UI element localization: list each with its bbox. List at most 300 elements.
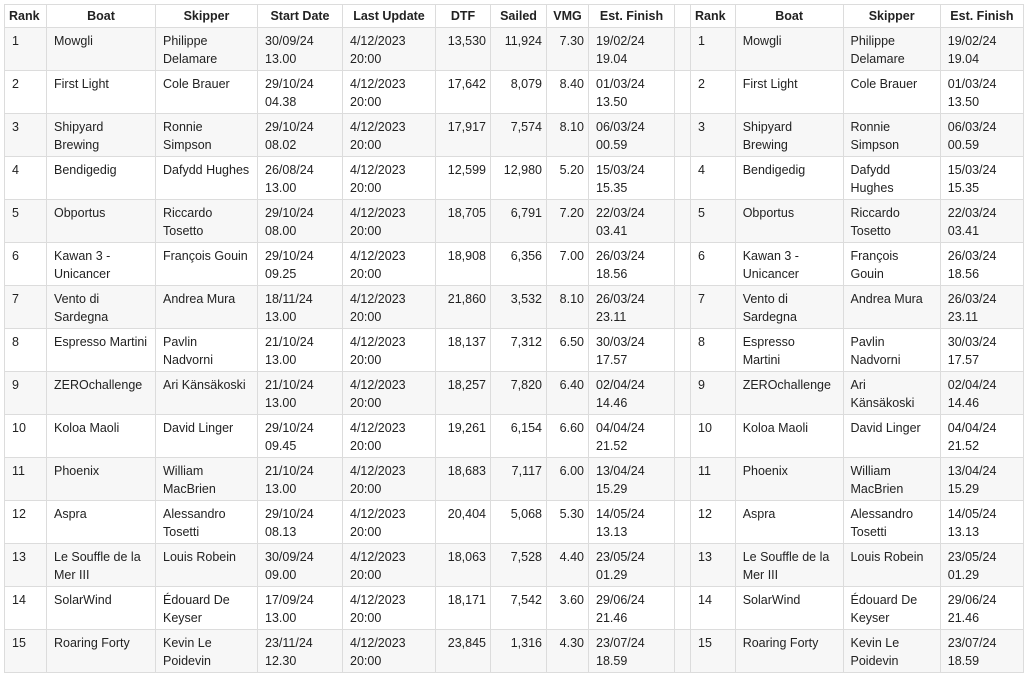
est-finish-line-2: 03.41 [947, 224, 980, 238]
skipper-line-2: MacBrien [163, 482, 216, 496]
rank-cell: 8 [691, 329, 736, 372]
est-finish-line-1: 23/07/24 [947, 636, 997, 650]
skipper-cell [156, 458, 258, 501]
est-finish-line-2: 15.29 [596, 482, 628, 496]
standings-table-duplicate [690, 4, 1024, 673]
skipper-line-1: William [850, 464, 891, 478]
last-update-line-1: 4/12/2023 [350, 335, 406, 349]
start-date-cell [258, 372, 343, 415]
last-update-cell [343, 243, 436, 286]
skipper-cell [156, 544, 258, 587]
est-finish-line-2: 14.46 [596, 396, 628, 410]
skipper-cell [156, 243, 258, 286]
start-date-line-1: 21/10/24 [265, 335, 314, 349]
skipper-line-1: Cole Brauer [850, 77, 918, 91]
last-update-line-2: 20:00 [350, 224, 382, 238]
sailed-cell: 5,068 [491, 501, 547, 544]
last-update-line-1: 4/12/2023 [350, 163, 406, 177]
est-finish-line-1: 13/04/24 [947, 464, 997, 478]
table-row[interactable] [691, 587, 1024, 630]
sailed-cell: 1,316 [491, 630, 547, 673]
boat-line-1: SolarWind [54, 593, 112, 607]
spacer-cell [675, 71, 691, 114]
boat-line-1: Vento di [54, 292, 100, 306]
boat-cell [47, 28, 156, 71]
start-date-line-2: 13.00 [265, 52, 297, 66]
table-row[interactable] [691, 114, 1024, 157]
start-date-cell [258, 71, 343, 114]
vmg-cell: 8.10 [547, 286, 589, 329]
last-update-line-2: 20:00 [350, 310, 382, 324]
est-finish-line-2: 21.52 [947, 439, 980, 453]
boat-line-1: Shipyard [742, 120, 793, 134]
skipper-line-2: Keyser [163, 611, 202, 625]
est-finish-line-1: 01/03/24 [596, 77, 645, 91]
col-header-dtf[interactable]: DTF [436, 5, 491, 28]
skipper-line-1: Édouard De [163, 593, 230, 607]
rank-cell: 6 [691, 243, 736, 286]
est-finish-line-2: 01.29 [596, 568, 628, 582]
est-finish-line-1: 23/05/24 [596, 550, 645, 564]
last-update-line-2: 20:00 [350, 611, 382, 625]
skipper-cell [156, 157, 258, 200]
header-row [691, 5, 1024, 28]
boat-line-1: SolarWind [742, 593, 801, 607]
boat-line-1: Obportus [54, 206, 106, 220]
skipper-line-1: Kevin Le [850, 636, 900, 650]
table-row[interactable] [691, 501, 1024, 544]
skipper-line-1: William [163, 464, 204, 478]
skipper-line-1: Philippe [850, 34, 895, 48]
skipper-line-1: Alessandro [163, 507, 226, 521]
rank-cell: 5 [5, 200, 47, 243]
table-row[interactable] [5, 501, 691, 544]
table-row[interactable] [5, 28, 691, 71]
table-row[interactable] [5, 372, 691, 415]
last-update-cell [343, 200, 436, 243]
boat-cell [47, 243, 156, 286]
table-row[interactable] [5, 243, 691, 286]
last-update-cell [343, 329, 436, 372]
skipper-line-1: Louis Robein [850, 550, 924, 564]
last-update-line-1: 4/12/2023 [350, 292, 406, 306]
dtf-cell: 18,137 [436, 329, 491, 372]
dtf-cell: 17,917 [436, 114, 491, 157]
rank-cell: 11 [5, 458, 47, 501]
start-date-line-1: 29/10/24 [265, 507, 314, 521]
col-header-boat[interactable]: Boat [735, 5, 843, 28]
est-finish-line-2: 00.59 [947, 138, 980, 152]
skipper-line-2: Delamare [850, 52, 905, 66]
table-row[interactable] [5, 200, 691, 243]
start-date-line-1: 29/10/24 [265, 206, 314, 220]
est-finish-line-1: 22/03/24 [596, 206, 645, 220]
spacer-cell [675, 458, 691, 501]
table-row[interactable] [691, 372, 1024, 415]
table-row[interactable] [691, 329, 1024, 372]
col-header-boat[interactable]: Boat [47, 5, 156, 28]
last-update-line-2: 20:00 [350, 525, 382, 539]
rank-cell: 9 [691, 372, 736, 415]
est-finish-cell [940, 587, 1023, 630]
skipper-line-1: François Gouin [850, 249, 899, 281]
skipper-line-1: Andrea Mura [163, 292, 236, 306]
boat-cell [47, 200, 156, 243]
last-update-line-1: 4/12/2023 [350, 34, 406, 48]
sailed-cell: 6,154 [491, 415, 547, 458]
col-header-rank[interactable]: Rank [5, 5, 47, 28]
skipper-line-1: Dafydd Hughes [163, 163, 250, 177]
vmg-cell: 5.20 [547, 157, 589, 200]
boat-cell [47, 71, 156, 114]
boat-line-1: Shipyard [54, 120, 104, 134]
est-finish-line-2: 13.50 [596, 95, 628, 109]
boat-cell [735, 587, 843, 630]
skipper-cell [156, 71, 258, 114]
est-finish-line-2: 14.46 [947, 396, 980, 410]
rank-cell: 4 [5, 157, 47, 200]
boat-line-1: Aspra [54, 507, 87, 521]
table-row[interactable] [5, 415, 691, 458]
dtf-cell: 18,705 [436, 200, 491, 243]
table-row[interactable] [691, 200, 1024, 243]
start-date-line-2: 12.30 [265, 654, 297, 668]
est-finish-line-1: 26/03/24 [596, 249, 645, 263]
last-update-line-2: 20:00 [350, 482, 382, 496]
est-finish-line-2: 13.50 [947, 95, 980, 109]
est-finish-line-2: 13.13 [596, 525, 628, 539]
boat-line-1: Espresso Martini [742, 335, 795, 367]
skipper-line-2: Keyser [850, 611, 890, 625]
est-finish-line-1: 02/04/24 [596, 378, 645, 392]
sailed-cell: 6,356 [491, 243, 547, 286]
boat-line-1: Obportus [742, 206, 795, 220]
col-header-last-update[interactable]: Last Update [343, 5, 436, 28]
est-finish-line-1: 13/04/24 [596, 464, 645, 478]
skipper-line-1: Pavlin [163, 335, 198, 349]
last-update-line-1: 4/12/2023 [350, 77, 406, 91]
boat-line-1: First Light [742, 77, 798, 91]
est-finish-line-2: 13.13 [947, 525, 980, 539]
boat-cell [735, 114, 843, 157]
start-date-line-2: 13.00 [265, 482, 297, 496]
est-finish-cell [589, 157, 675, 200]
last-update-cell [343, 157, 436, 200]
boat-line-1: Espresso Martini [54, 335, 148, 349]
est-finish-line-2: 15.29 [947, 482, 980, 496]
boat-line-1: Koloa Maoli [742, 421, 809, 435]
boat-cell [735, 243, 843, 286]
table-row[interactable] [691, 157, 1024, 200]
boat-cell [47, 372, 156, 415]
table-row[interactable] [5, 544, 691, 587]
est-finish-cell [940, 200, 1023, 243]
header-row [5, 5, 691, 28]
est-finish-line-2: 21.52 [596, 439, 628, 453]
spacer-cell [675, 243, 691, 286]
est-finish-cell [940, 329, 1023, 372]
est-finish-line-2: 18.59 [947, 654, 980, 668]
est-finish-line-1: 26/03/24 [947, 292, 997, 306]
est-finish-line-2: 15.35 [596, 181, 628, 195]
skipper-cell [156, 587, 258, 630]
rank-cell: 3 [691, 114, 736, 157]
skipper-cell [843, 415, 940, 458]
start-date-line-1: 23/11/24 [265, 636, 313, 650]
spacer-cell [675, 501, 691, 544]
boat-line-1: Mowgli [54, 34, 93, 48]
table-row[interactable] [691, 630, 1024, 673]
boat-line-1: Phoenix [742, 464, 788, 478]
est-finish-line-1: 01/03/24 [947, 77, 997, 91]
start-date-cell [258, 415, 343, 458]
skipper-cell [156, 630, 258, 673]
skipper-cell [156, 28, 258, 71]
rank-cell: 10 [691, 415, 736, 458]
last-update-line-2: 20:00 [350, 353, 382, 367]
last-update-line-2: 20:00 [350, 267, 382, 281]
rank-cell: 2 [691, 71, 736, 114]
spacer-cell [675, 286, 691, 329]
start-date-line-1: 29/10/24 [265, 249, 314, 263]
est-finish-line-2: 18.56 [947, 267, 980, 281]
boat-line-2: Unicancer [742, 267, 799, 281]
skipper-line-2: Poidevin [163, 654, 211, 668]
spacer-cell [675, 587, 691, 630]
sailed-cell: 7,528 [491, 544, 547, 587]
dtf-cell: 23,845 [436, 630, 491, 673]
skipper-line-1: Louis Robein [163, 550, 236, 564]
dtf-cell: 12,599 [436, 157, 491, 200]
est-finish-line-1: 30/03/24 [947, 335, 997, 349]
dtf-cell: 18,063 [436, 544, 491, 587]
last-update-cell [343, 114, 436, 157]
rank-cell: 7 [691, 286, 736, 329]
sailed-cell: 7,117 [491, 458, 547, 501]
rank-cell: 14 [691, 587, 736, 630]
skipper-cell [843, 200, 940, 243]
boat-cell [735, 544, 843, 587]
last-update-cell [343, 28, 436, 71]
standings-table [4, 4, 691, 673]
est-finish-line-1: 26/03/24 [596, 292, 645, 306]
est-finish-line-2: 17.57 [947, 353, 980, 367]
sailed-cell: 7,574 [491, 114, 547, 157]
table-row[interactable] [691, 415, 1024, 458]
col-header-rank[interactable]: Rank [691, 5, 736, 28]
skipper-cell [843, 458, 940, 501]
skipper-line-1: Alessandro [850, 507, 914, 521]
start-date-cell [258, 114, 343, 157]
skipper-cell [156, 501, 258, 544]
boat-line-2: Mer III [54, 568, 90, 582]
boat-cell [735, 458, 843, 501]
last-update-cell [343, 501, 436, 544]
spacer-cell [675, 114, 691, 157]
est-finish-line-1: 19/02/24 [596, 34, 645, 48]
skipper-line-2: Nadvorni [850, 353, 901, 367]
dtf-cell: 18,257 [436, 372, 491, 415]
last-update-line-1: 4/12/2023 [350, 120, 406, 134]
rank-cell: 12 [691, 501, 736, 544]
est-finish-cell [589, 630, 675, 673]
est-finish-line-2: 18.56 [596, 267, 628, 281]
last-update-line-2: 20:00 [350, 138, 382, 152]
skipper-line-1: Dafydd Hughes [850, 163, 894, 195]
boat-line-1: Roaring Forty [742, 636, 819, 650]
est-finish-cell [940, 243, 1023, 286]
col-header-est-finish[interactable]: Est. Finish [589, 5, 675, 28]
skipper-line-1: Andrea Mura [850, 292, 923, 306]
est-finish-line-2: 21.46 [596, 611, 628, 625]
start-date-line-2: 13.00 [265, 396, 297, 410]
table-row[interactable] [691, 243, 1024, 286]
skipper-line-1: Ronnie [163, 120, 203, 134]
table-row[interactable] [691, 71, 1024, 114]
skipper-cell [156, 200, 258, 243]
table-row[interactable] [691, 544, 1024, 587]
dtf-cell: 18,908 [436, 243, 491, 286]
table-row[interactable] [691, 28, 1024, 71]
last-update-line-2: 20:00 [350, 568, 382, 582]
skipper-cell [843, 372, 940, 415]
skipper-line-1: David Linger [163, 421, 234, 435]
est-finish-cell [589, 28, 675, 71]
rank-cell: 2 [5, 71, 47, 114]
boat-line-1: First Light [54, 77, 109, 91]
est-finish-line-1: 04/04/24 [596, 421, 645, 435]
est-finish-line-1: 23/07/24 [596, 636, 645, 650]
table-row[interactable] [5, 458, 691, 501]
boat-cell [735, 630, 843, 673]
table-row[interactable] [5, 71, 691, 114]
est-finish-cell [940, 114, 1023, 157]
skipper-line-2: MacBrien [850, 482, 904, 496]
start-date-cell [258, 329, 343, 372]
boat-line-2: Sardegna [742, 310, 797, 324]
start-date-line-2: 13.00 [265, 353, 297, 367]
sailed-cell: 11,924 [491, 28, 547, 71]
skipper-cell [843, 501, 940, 544]
est-finish-line-1: 06/03/24 [596, 120, 645, 134]
vmg-cell: 6.40 [547, 372, 589, 415]
col-header-skipper[interactable]: Skipper [156, 5, 258, 28]
boat-cell [735, 71, 843, 114]
skipper-line-2: Simpson [163, 138, 212, 152]
last-update-cell [343, 71, 436, 114]
boat-cell [735, 501, 843, 544]
col-header-skipper[interactable]: Skipper [843, 5, 940, 28]
start-date-line-2: 13.00 [265, 611, 297, 625]
table-row[interactable] [5, 114, 691, 157]
vmg-cell: 8.10 [547, 114, 589, 157]
col-header-vmg[interactable]: VMG [547, 5, 589, 28]
est-finish-cell [589, 544, 675, 587]
start-date-line-1: 18/11/24 [265, 292, 313, 306]
est-finish-cell [589, 587, 675, 630]
est-finish-cell [589, 71, 675, 114]
rank-cell: 1 [691, 28, 736, 71]
est-finish-cell [589, 372, 675, 415]
col-header-sailed[interactable]: Sailed [491, 5, 547, 28]
est-finish-line-2: 01.29 [947, 568, 980, 582]
skipper-cell [843, 544, 940, 587]
vmg-cell: 6.00 [547, 458, 589, 501]
spacer-cell [675, 415, 691, 458]
col-header-est-finish[interactable]: Est. Finish [940, 5, 1023, 28]
boat-cell [735, 286, 843, 329]
vmg-cell: 7.00 [547, 243, 589, 286]
est-finish-line-2: 00.59 [596, 138, 628, 152]
est-finish-line-1: 26/03/24 [947, 249, 997, 263]
last-update-line-2: 20:00 [350, 52, 382, 66]
sailed-cell: 8,079 [491, 71, 547, 114]
last-update-line-2: 20:00 [350, 439, 382, 453]
boat-line-1: Vento di [742, 292, 788, 306]
start-date-cell [258, 630, 343, 673]
start-date-line-1: 21/10/24 [265, 464, 314, 478]
start-date-cell [258, 200, 343, 243]
table-row[interactable] [5, 587, 691, 630]
rank-cell: 13 [5, 544, 47, 587]
table-row[interactable] [5, 286, 691, 329]
spacer-cell [675, 544, 691, 587]
boat-line-1: Roaring Forty [54, 636, 130, 650]
start-date-line-2: 09.45 [265, 439, 297, 453]
skipper-cell [843, 329, 940, 372]
sailed-cell: 7,312 [491, 329, 547, 372]
spacer-cell [675, 630, 691, 673]
est-finish-line-1: 23/05/24 [947, 550, 997, 564]
boat-cell [735, 415, 843, 458]
boat-line-1: Koloa Maoli [54, 421, 120, 435]
last-update-cell [343, 415, 436, 458]
boat-line-1: Phoenix [54, 464, 100, 478]
est-finish-line-2: 23.11 [596, 310, 627, 324]
skipper-cell [843, 286, 940, 329]
table-row[interactable] [691, 458, 1024, 501]
boat-cell [47, 544, 156, 587]
vmg-cell: 4.40 [547, 544, 589, 587]
last-update-line-1: 4/12/2023 [350, 378, 406, 392]
skipper-line-2: Tosetti [163, 525, 200, 539]
skipper-cell [843, 114, 940, 157]
table-row[interactable] [691, 286, 1024, 329]
est-finish-line-1: 29/06/24 [947, 593, 997, 607]
boat-cell [47, 157, 156, 200]
est-finish-cell [940, 501, 1023, 544]
start-date-line-2: 04.38 [265, 95, 297, 109]
boat-line-1: Bendigedig [742, 163, 806, 177]
start-date-line-2: 08.13 [265, 525, 297, 539]
rank-cell: 9 [5, 372, 47, 415]
skipper-line-1: Kevin Le [163, 636, 212, 650]
est-finish-cell [940, 28, 1023, 71]
skipper-line-2: Delamare [163, 52, 218, 66]
spacer-cell [675, 28, 691, 71]
table-row[interactable] [5, 630, 691, 673]
col-header-start-date[interactable]: Start Date [258, 5, 343, 28]
est-finish-cell [940, 372, 1023, 415]
last-update-line-1: 4/12/2023 [350, 593, 406, 607]
table-row[interactable] [5, 157, 691, 200]
est-finish-cell [940, 458, 1023, 501]
sailed-cell: 12,980 [491, 157, 547, 200]
last-update-line-2: 20:00 [350, 654, 382, 668]
skipper-cell [843, 157, 940, 200]
table-row[interactable] [5, 329, 691, 372]
skipper-line-2: Tosetti [850, 525, 887, 539]
